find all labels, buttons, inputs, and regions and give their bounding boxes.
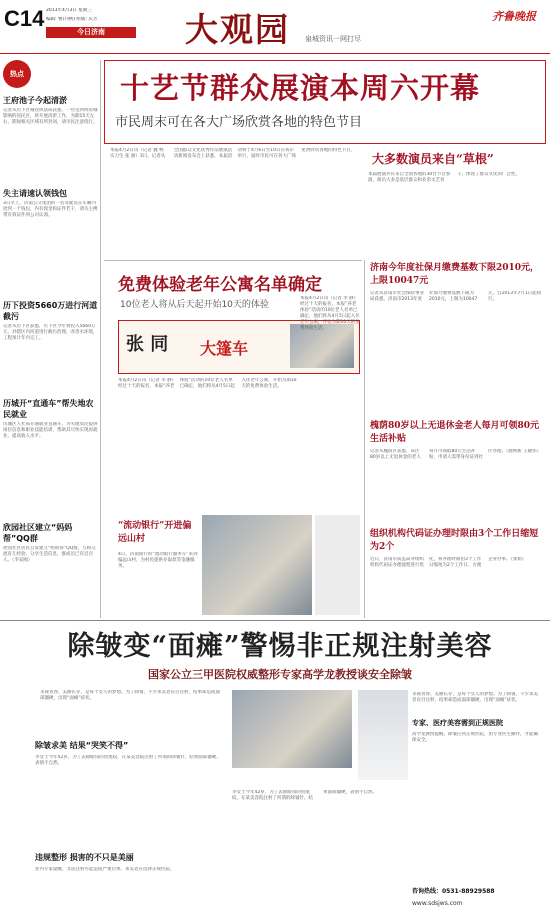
mid-rule <box>104 260 362 261</box>
section-rule <box>0 620 550 621</box>
right-story <box>370 262 542 381</box>
sidebar-item <box>3 398 98 502</box>
doctor-photo <box>232 690 352 768</box>
sidebar <box>3 60 98 618</box>
right-story-title: 槐荫80岁以上无退休金老人每月可领80元生活补贴 <box>370 421 540 444</box>
right-column-divider <box>364 260 365 618</box>
ad-body-right: 永葆青春、美丽长存，是每个女人的梦想。为了除皱，不少求美者盲目注射，结果却造成面部僵硬，出现“面瘫”症状。 <box>412 692 538 703</box>
village-story-title: “流动银行”开进偏远山村 <box>118 521 192 544</box>
masthead-rule <box>0 53 550 54</box>
column-title: 大观园 <box>185 10 290 49</box>
ad-section-body: 业内专家提醒，非法注射可能造成严重后果，求美者应选择正规医院。 <box>35 867 175 872</box>
elderly-story-title: 免费体验老年公寓名单确定 <box>118 275 322 295</box>
issue-date: 2013年4月3日 星期三 <box>46 8 92 13</box>
ad-section-title: 违规整形 损害的不只是美丽 <box>35 853 134 862</box>
ad-website: www.sdsjws.com <box>412 900 463 907</box>
right-story-body: 记者从济南市社会保险事业局获悉，济南市2013年度社保月缴费基数下限为2010元，上限为10047元，自2013年7月1日起执行。 <box>370 291 542 302</box>
main-story-subtitle: 市民周末可在各大广场欣赏各地的特色节目 <box>115 115 363 130</box>
sidebar-divider <box>100 60 101 618</box>
sidebar-item-title: 王府池子今起清淤 <box>3 96 67 105</box>
right-story-body: 记者从槐荫区获悉，该区80岁以上无退休金的老人每月可领取80元生活补贴，申请人需带身份证到社区办理。（鹿焕新 王晓伟） <box>370 449 542 460</box>
ad-section-title: 专家、医疗美容需到正规医院 <box>412 719 503 727</box>
masthead <box>0 0 550 52</box>
sidebar-item-body: 3日早上，济南公交集团的一名驾驶员在车厢内拾到一个钱包，内有现金和证件若干，请失主携带有效证件到公司认领。 <box>3 201 98 218</box>
elderly-story-body-cont: 本报4月2日讯（记者 李 静）经过十天的报名，本报“养老体验”活动的10位老人名单已确定，他们将从4月5日起入住老年公寓，开始为期10天的免费体验生活。 <box>300 296 360 331</box>
section-bar-label: 今日济南 <box>77 28 105 36</box>
ad-intro: 永葆青春、美丽长存，是每个女人的梦想。为了除皱，不少求美者盲目注射，结果却造成面部僵硬，出现“面瘫”症状。 <box>40 690 220 701</box>
sidebar-item <box>3 188 98 291</box>
side-story-title: 大多数演员来自“草根” <box>372 152 494 166</box>
ad-subtitle: 国家公立三甲医院权威整形专家高学龙教授谈安全除皱 <box>148 668 412 681</box>
editor-line: 编辑: 曹(刊例) 组版: 庆芳 <box>46 17 98 22</box>
ad-section <box>35 740 225 830</box>
ad-section-title: 除皱求美 结果“哭笑不得” <box>35 741 129 750</box>
right-story-body: 近日，济南市质监局对组织机构代码证办理流程进行优化，将办理时限由3个工作日缩短为2个工作日，方便企业办事。（张娟） <box>370 557 527 568</box>
elderly-story-body: 本报4月2日讯（记者 李 静）经过十天的报名，本报“养老体验”活动的10位老人名单已确定，他们将从4月5日起入住老年公寓，开始为期10天的免费体验生活。 <box>118 378 297 389</box>
ad-section-body: 李女士今年42岁，为了去除眼角的鱼尾纹，在某美容院注射了所谓的除皱针，结果面部僵硬，表情不自然。 <box>35 755 221 766</box>
sidebar-item-body: 记者从历下区获悉，历下区今年将投入5660万元，对辖区内河道进行截污治理，改善水环境，工程预计年内完工。 <box>3 324 98 341</box>
sidebar-item-title: 历下投资5660万进行河道截污 <box>3 301 98 321</box>
ad-section <box>412 718 542 872</box>
right-story-title: 济南今年度社保月缴费基数下限2010元，上限10047元 <box>370 263 540 286</box>
side-story-body: 本届展演共有来自全国各地的30台节目参演，演员大多是基层群众和业余文艺骨干，体现了群众文化的广泛性。 <box>368 172 520 183</box>
ad-section-body: 高学龙教授提醒，除皱应到正规医院，由专业医生操作，才能确保安全。 <box>412 732 538 743</box>
village-photo <box>202 515 312 615</box>
main-story-title: 十艺节群众展演本周六开幕 <box>120 71 481 105</box>
column-subtitle: 泉城资讯一网打尽 <box>305 35 361 43</box>
paper-logo: 齐鲁晚报 <box>492 10 536 23</box>
doctor-portrait <box>358 690 408 780</box>
right-story-title: 组织机构代码证办理时限由3个工作日缩短为2个 <box>370 529 539 552</box>
sidebar-item <box>3 300 98 389</box>
sidebar-item-body: 历城区人社局开通就业直通车，为失地农民提供岗位信息和职业技能培训，帮助其尽快实现再就业，提高收入水平。 <box>3 422 98 439</box>
right-story <box>370 420 542 499</box>
sidebar-item <box>3 95 98 168</box>
main-story-body: 本报4月2日讯（记者 魏 鸭 实习生 张 丽）3日，记者从全国群众文化优秀作品展演活动新闻发布会上获悉，本届活动将于4月6日至10日在我市举行，届时市民可在各大广场免费欣赏各地的特色节目。 <box>110 148 356 159</box>
page-code: C14 <box>4 6 45 31</box>
sidebar-item <box>3 522 98 631</box>
elderly-story-subtitle: 10位老人将从后天起开始10天的体验 <box>120 300 269 310</box>
ad-banner-sub: 大篷车 <box>200 339 249 358</box>
sidebar-item-body: 记者从历下区城管执法局获悉，一些受到明府城影响的居民区，将开展清淤工作，为期15天左右，期间相关区域有所封闭，请市民注意绕行。 <box>3 108 98 125</box>
hot-badge-label: 热点 <box>10 70 24 78</box>
sidebar-item-title: 历城开“直通车”帮失地农民就业 <box>3 399 94 419</box>
ad-banner-name: 张 同 <box>126 334 169 355</box>
ad-section <box>35 852 225 907</box>
right-story <box>370 528 542 612</box>
sidebar-item-title: 失主请速认领钱包 <box>3 189 67 198</box>
ad-hotline: 咨询热线：0531-88929588 <box>412 888 495 895</box>
ad-body-mid: 李女士今年42岁，为了去除眼角的鱼尾纹，在某美容院注射了所谓的除皱针，结果面部僵硬，表情不自然。 <box>232 790 377 801</box>
sidebar-item-title: 欣园社区建立“妈妈帮”QQ群 <box>3 523 73 543</box>
village-story-body: 4日，济南银行的“流动银行服务车”来到偏远山村，为村民提供存取款等金融服务。 <box>118 552 198 569</box>
sidebar-item-body: 欣园社区居民自发建立“妈妈帮”QQ群，互相交流育儿经验、分享生活信息，群成员已有近百人。（李安刚） <box>3 546 96 563</box>
village-photo-shade <box>315 515 360 615</box>
ad-title: 除皱变“面瘫”警惕非正规注射美容 <box>67 631 493 662</box>
